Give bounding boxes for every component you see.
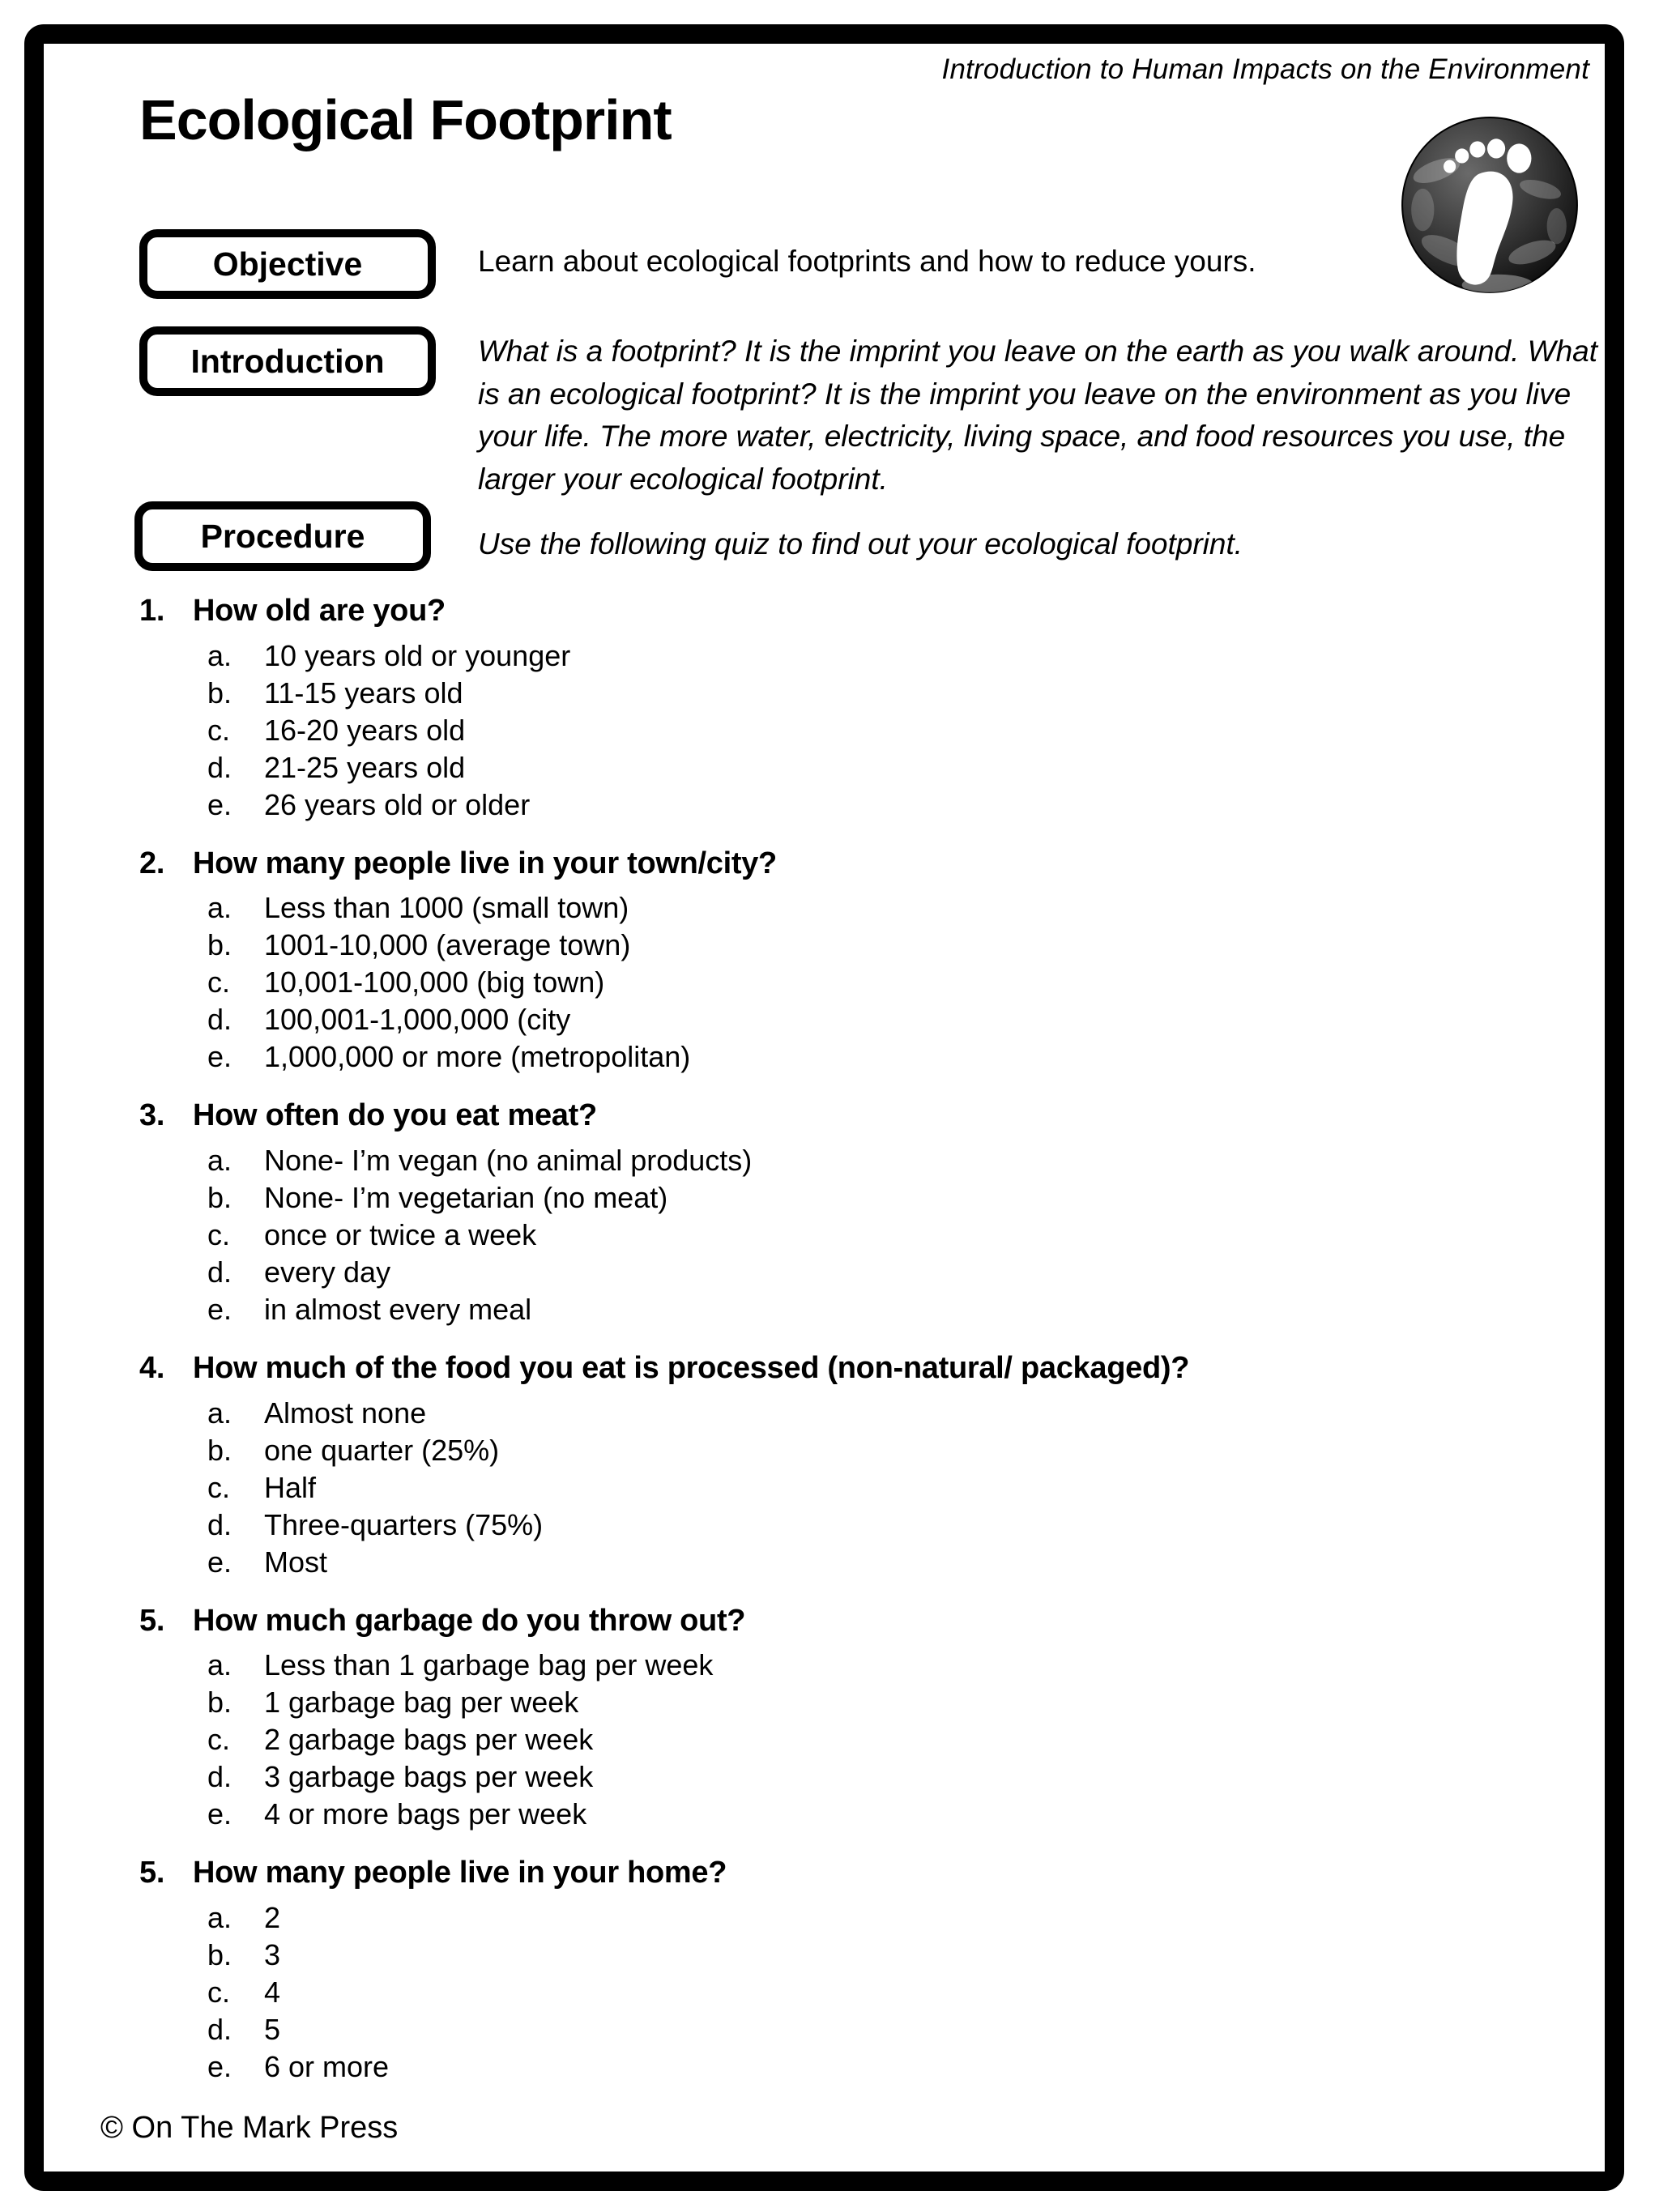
quiz-option [207, 1937, 1541, 1974]
option-letter: e. [207, 1293, 232, 1327]
quiz-option [207, 927, 1541, 964]
option-text: in almost every meal [264, 1293, 532, 1327]
procedure-section-label [134, 501, 431, 571]
quiz-option [207, 1684, 1541, 1721]
option-text: once or twice a week [264, 1218, 537, 1252]
quiz-option [207, 1254, 1541, 1291]
quiz-option [207, 1507, 1541, 1544]
option-letter: a. [207, 891, 232, 925]
quiz-option [207, 1395, 1541, 1432]
option-text: Less than 1000 (small town) [264, 891, 629, 925]
option-text: 2 garbage bags per week [264, 1723, 594, 1757]
quiz-question-2 [139, 846, 1541, 1076]
option-text: None- I’m vegetarian (no meat) [264, 1181, 668, 1215]
question-text: How much of the food you eat is processed (non-natural/ packaged)? [193, 1351, 1190, 1386]
option-letter: e. [207, 1797, 232, 1831]
procedure-label-text: Procedure [200, 517, 365, 555]
option-letter: c. [207, 713, 231, 747]
option-text: 100,001-1,000,000 (city [264, 1003, 571, 1037]
quiz-option [207, 1001, 1541, 1038]
question-number: 5. [139, 1856, 165, 1890]
quiz-option [207, 964, 1541, 1001]
quiz [139, 594, 1541, 2108]
page-title: Ecological Footprint [139, 88, 672, 151]
option-text: Most [264, 1545, 328, 1579]
option-text: 1001-10,000 (average town) [264, 928, 631, 962]
option-text: 6 or more [264, 2050, 390, 2084]
quiz-question-5-garbage [139, 1604, 1541, 1834]
quiz-question-4 [139, 1351, 1541, 1581]
quiz-option [207, 786, 1541, 824]
option-letter: a. [207, 638, 232, 672]
option-text: Less than 1 garbage bag per week [264, 1648, 714, 1682]
quiz-option [207, 1758, 1541, 1796]
question-number: 5. [139, 1603, 165, 1638]
option-letter: d. [207, 2013, 232, 2047]
quiz-question-3 [139, 1098, 1541, 1328]
quiz-option [207, 1721, 1541, 1758]
option-letter: d. [207, 1003, 232, 1037]
option-letter: a. [207, 1901, 232, 1935]
quiz-option [207, 1974, 1541, 2011]
option-letter: a. [207, 1396, 232, 1430]
introduction-section-label [139, 326, 436, 396]
option-text: 1,000,000 or more (metropolitan) [264, 1040, 691, 1074]
option-text: 26 years old or older [264, 787, 531, 821]
quiz-option [207, 1038, 1541, 1076]
quiz-option [207, 1217, 1541, 1254]
option-letter: b. [207, 1938, 232, 1972]
question-number: 2. [139, 846, 165, 880]
option-letter: d. [207, 1255, 232, 1289]
option-text: 1 garbage bag per week [264, 1686, 579, 1720]
option-letter: a. [207, 1648, 232, 1682]
quiz-option [207, 1647, 1541, 1684]
question-heading [139, 594, 1541, 629]
question-text: How old are you? [193, 594, 446, 628]
question-options [207, 1395, 1541, 1581]
procedure-text: Use the following quiz to find out your ecological footprint. [478, 527, 1243, 560]
question-text: How many people live in your town/city? [193, 846, 777, 880]
option-letter: b. [207, 1181, 232, 1215]
option-text: one quarter (25%) [264, 1433, 500, 1467]
quiz-option [207, 637, 1541, 675]
option-text: 10,001-100,000 (big town) [264, 965, 605, 999]
quiz-option [207, 1291, 1541, 1328]
option-letter: c. [207, 1470, 231, 1504]
quiz-question-1 [139, 594, 1541, 824]
question-text: How many people live in your home? [193, 1856, 727, 1890]
objective-label-text: Objective [212, 245, 363, 283]
introduction-text: What is a footprint? It is the imprint you leave on the earth as you walk around. What is an ecological footprint? It is the imprint you leave on the environment as you live your life. The more water, electricity, living space, and food resources you use, the larger your ecological footprint. [478, 335, 1598, 496]
objective-section-label [139, 229, 436, 299]
option-letter: d. [207, 1507, 232, 1541]
option-letter: c. [207, 965, 231, 999]
option-text: 4 [264, 1975, 281, 2010]
question-options [207, 889, 1541, 1076]
option-letter: e. [207, 2050, 232, 2084]
quiz-option [207, 1469, 1541, 1507]
option-letter: c. [207, 1218, 231, 1252]
option-letter: d. [207, 1760, 232, 1794]
question-heading [139, 1604, 1541, 1639]
course-header: Introduction to Human Impacts on the Environment [941, 53, 1589, 85]
question-number: 4. [139, 1351, 165, 1386]
option-letter: b. [207, 1686, 232, 1720]
option-letter: b. [207, 676, 232, 710]
quiz-option [207, 2048, 1541, 2086]
objective-text: Learn about ecological footprints and how to reduce yours. [478, 245, 1256, 278]
option-text: Almost none [264, 1396, 427, 1430]
question-text: How much garbage do you throw out? [193, 1603, 746, 1638]
question-options [207, 1899, 1541, 2086]
option-letter: e. [207, 1040, 232, 1074]
quiz-option [207, 2011, 1541, 2048]
option-text: 3 garbage bags per week [264, 1760, 594, 1794]
option-text: None- I’m vegan (no animal products) [264, 1144, 753, 1178]
option-letter: e. [207, 787, 232, 821]
option-letter: e. [207, 1545, 232, 1579]
quiz-option [207, 675, 1541, 712]
option-text: 21-25 years old [264, 750, 466, 784]
quiz-option [207, 1142, 1541, 1179]
question-text: How often do you eat meat? [193, 1098, 597, 1133]
quiz-option [207, 1796, 1541, 1833]
question-heading [139, 1351, 1541, 1387]
question-options [207, 1647, 1541, 1833]
option-text: 4 or more bags per week [264, 1797, 587, 1831]
question-options [207, 637, 1541, 824]
option-text: Half [264, 1470, 317, 1504]
quiz-option [207, 1432, 1541, 1469]
option-letter: b. [207, 928, 232, 962]
option-text: Three-quarters (75%) [264, 1507, 544, 1541]
copyright-notice: © On The Mark Press [100, 2111, 399, 2145]
option-text: 11-15 years old [264, 676, 463, 710]
question-number: 1. [139, 594, 165, 628]
option-text: 10 years old or younger [264, 638, 571, 672]
option-text: 2 [264, 1901, 281, 1935]
quiz-option [207, 712, 1541, 749]
quiz-option [207, 1179, 1541, 1217]
option-text: 3 [264, 1938, 281, 1972]
quiz-option [207, 1544, 1541, 1581]
option-text: 16-20 years old [264, 713, 466, 747]
quiz-option [207, 1899, 1541, 1937]
quiz-question-5-home [139, 1856, 1541, 2086]
question-number: 3. [139, 1098, 165, 1133]
option-letter: d. [207, 750, 232, 784]
option-letter: c. [207, 1723, 231, 1757]
option-letter: b. [207, 1433, 232, 1467]
introduction-label-text: Introduction [190, 342, 385, 380]
option-letter: c. [207, 1975, 231, 2010]
option-letter: a. [207, 1144, 232, 1178]
question-heading [139, 846, 1541, 882]
quiz-option [207, 889, 1541, 927]
question-heading [139, 1098, 1541, 1134]
quiz-option [207, 749, 1541, 786]
option-text: 5 [264, 2013, 281, 2047]
question-options [207, 1142, 1541, 1328]
question-heading [139, 1856, 1541, 1891]
option-text: every day [264, 1255, 391, 1289]
